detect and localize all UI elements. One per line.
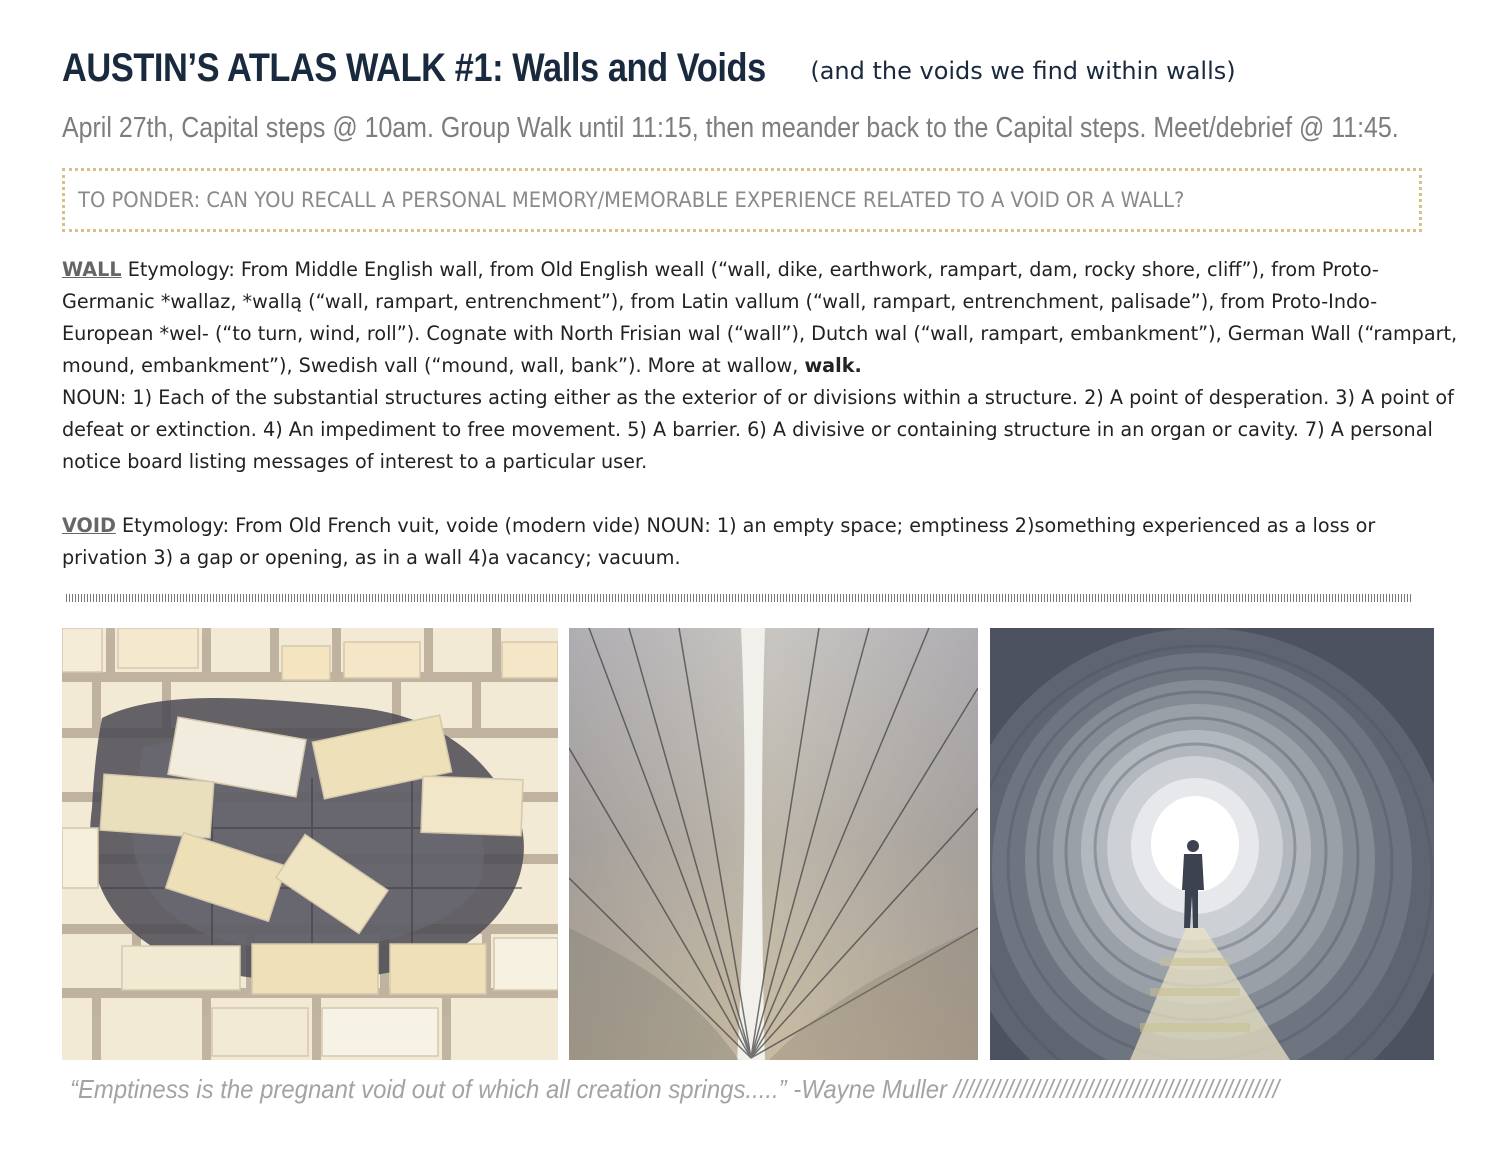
section-divider	[66, 594, 1412, 602]
wall-painting-image	[62, 628, 558, 1060]
title-main: AUSTIN’S ATLAS WALK #1: Walls and Voids	[62, 46, 766, 90]
wall-definition	[62, 254, 1462, 382]
wall-noun: NOUN: 1) Each of the substantial structures acting either as the exterior of or divisions within a structure. 2) A point of desperation. 3) A point of defeat or extinction. 4) An impediment to free movement. 5) A barrier. 6) A divisive or containing structure in an organ or cavity. 7) A personal notice board listing messages of interest to a particular user.	[62, 386, 1454, 473]
void-term: VOID	[62, 514, 116, 537]
tunnel-painting-image	[990, 628, 1434, 1060]
ponder-question: TO PONDER: CAN YOU RECALL A PERSONAL MEMORY/MEMORABLE EXPERIENCE RELATED TO A VOID OR A WALL?	[78, 188, 1185, 212]
event-details: April 27th, Capital steps @ 10am. Group Walk until 11:15, then meander back to the Capital steps. Meet/debrief @ 11:45.	[62, 112, 1399, 144]
title-subtitle: (and the voids we find within walls)	[810, 57, 1236, 85]
crack-painting-image	[569, 628, 978, 1060]
wall-term: WALL	[62, 258, 122, 281]
wall-etymology: Etymology: From Middle English wall, from Old English weall (“wall, dike, earthwork, rampart, dam, rocky shore, cliff”), from Proto-Germanic *wallaz, *wallą (“wall, rampart, entrenchment”), from Latin vallum (“wall, rampart, entrenchment, palisade”), from Proto-Indo-European *wel- (“to turn, wind, roll”). Cognate with North Frisian wal (“wall”), Dutch wal (“wall, rampart, embankment”), German Wall (“rampart, mound, embankment”), Swedish vall (“mound, wall, bank”). More at wallow,	[62, 258, 1458, 377]
ponder-box	[62, 168, 1422, 232]
closing-quote: “Emptiness is the pregnant void out of which all creation springs.....” -Wayne Muller /////////////////////////////////////////////////	[70, 1074, 1280, 1104]
walk-reference: walk.	[804, 354, 862, 377]
definitions	[62, 254, 1462, 574]
void-text: Etymology: From Old French vuit, voide (modern vide) NOUN: 1) an empty space; emptiness 2)something experienced as a loss or privation 3) a gap or opening, as in a wall 4)a vacancy; vacuum.	[62, 514, 1376, 569]
page-title	[62, 46, 1482, 91]
void-definition	[62, 510, 1462, 574]
